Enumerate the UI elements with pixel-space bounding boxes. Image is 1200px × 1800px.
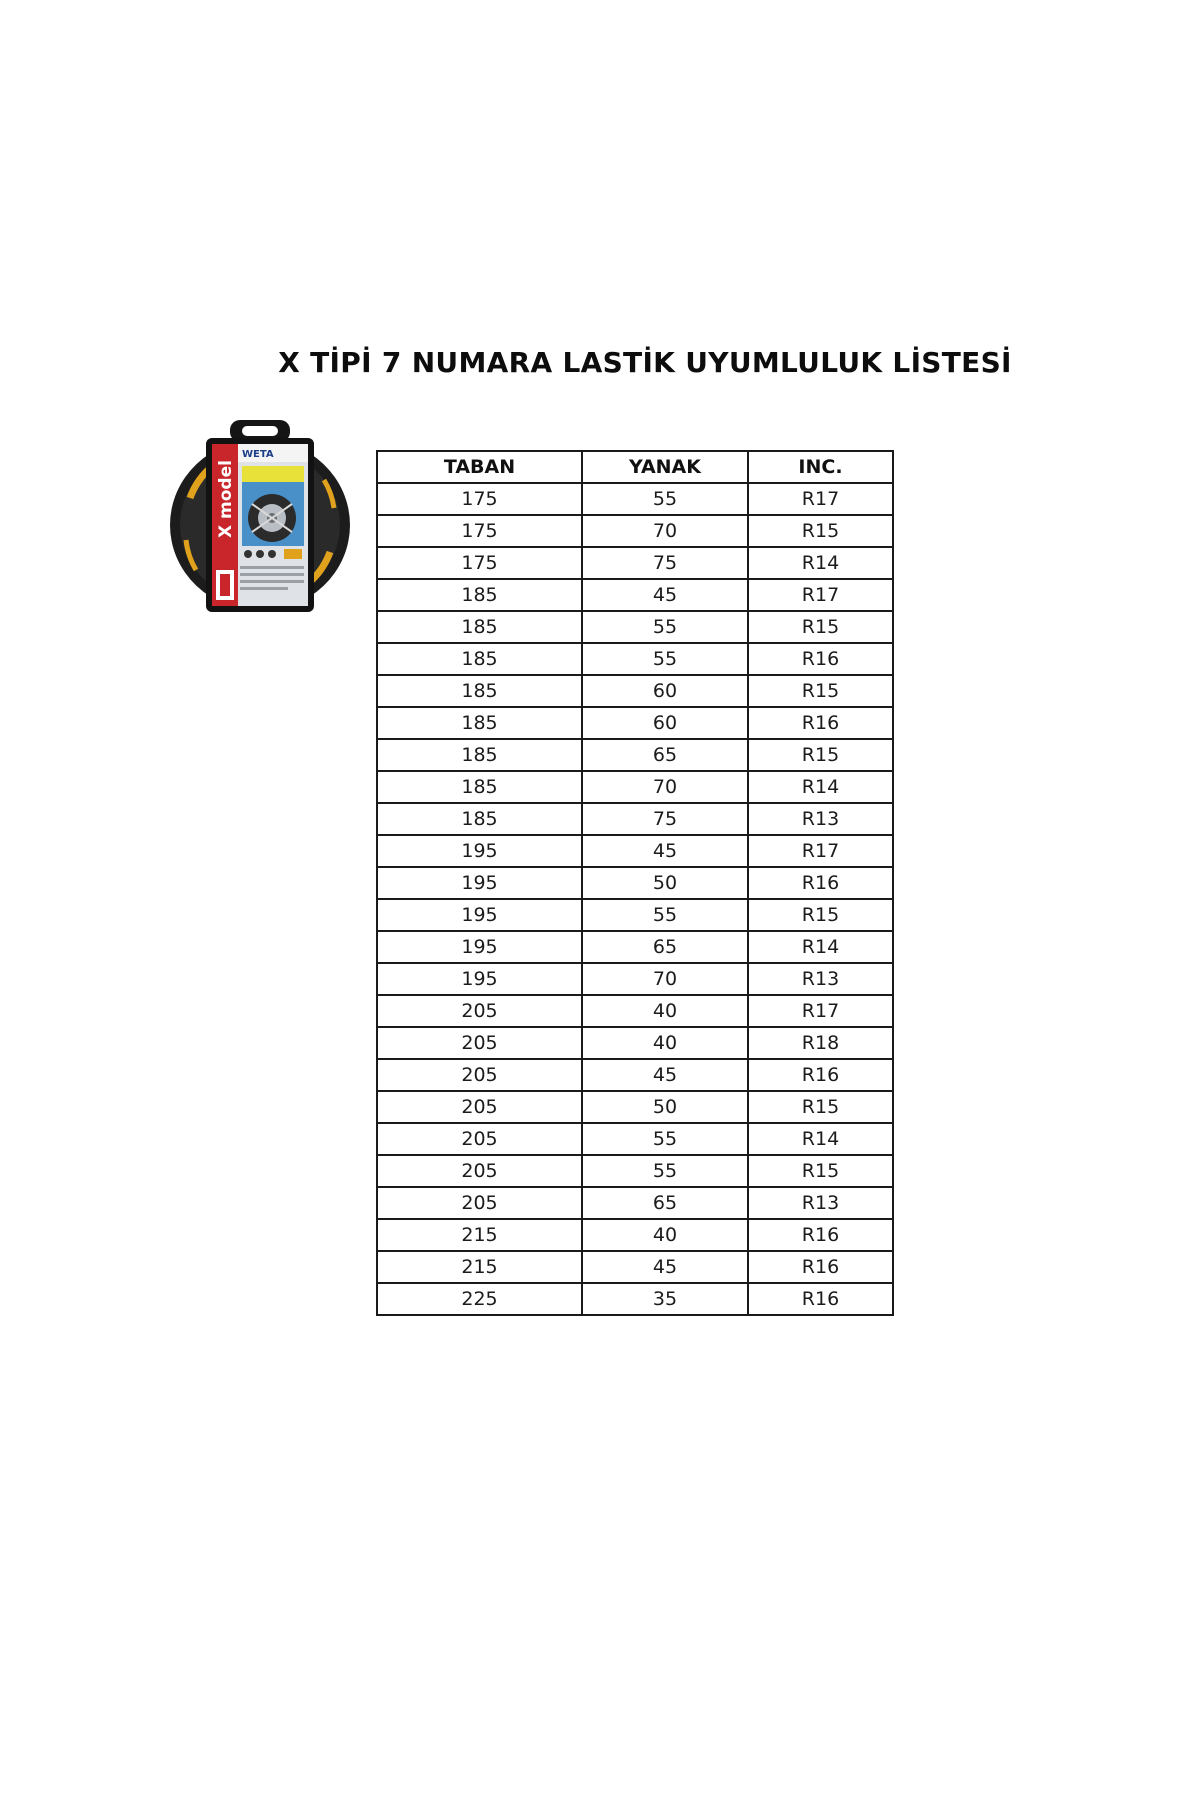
cell-taban: 205 xyxy=(377,1155,582,1187)
cell-yanak: 40 xyxy=(582,1027,748,1059)
brand-logo-text: WETA xyxy=(242,449,274,460)
cell-inc: R16 xyxy=(748,1059,893,1091)
cell-taban: 195 xyxy=(377,867,582,899)
cell-inc: R16 xyxy=(748,867,893,899)
table-row xyxy=(377,1123,893,1155)
table-row xyxy=(377,1219,893,1251)
cell-inc: R16 xyxy=(748,1251,893,1283)
cell-inc: R14 xyxy=(748,547,893,579)
cell-yanak: 65 xyxy=(582,1187,748,1219)
cell-inc: R15 xyxy=(748,1155,893,1187)
cell-taban: 215 xyxy=(377,1251,582,1283)
table-row xyxy=(377,835,893,867)
cell-inc: R15 xyxy=(748,515,893,547)
cell-yanak: 60 xyxy=(582,675,748,707)
table-row xyxy=(377,1283,893,1315)
header-taban: TABAN xyxy=(377,451,582,483)
table-row xyxy=(377,931,893,963)
snow-chain-case-illustration xyxy=(168,420,352,614)
table-row xyxy=(377,867,893,899)
table-row xyxy=(377,1027,893,1059)
cell-inc: R16 xyxy=(748,643,893,675)
cell-taban: 205 xyxy=(377,995,582,1027)
cell-yanak: 55 xyxy=(582,1155,748,1187)
cell-taban: 205 xyxy=(377,1187,582,1219)
table-row xyxy=(377,707,893,739)
cell-yanak: 65 xyxy=(582,931,748,963)
cell-taban: 195 xyxy=(377,899,582,931)
cell-yanak: 55 xyxy=(582,611,748,643)
cell-inc: R16 xyxy=(748,1219,893,1251)
cell-yanak: 45 xyxy=(582,835,748,867)
cell-taban: 195 xyxy=(377,963,582,995)
table-row xyxy=(377,963,893,995)
cell-inc: R15 xyxy=(748,675,893,707)
page-title: X TİPİ 7 NUMARA LASTİK UYUMLULUK LİSTESİ xyxy=(278,346,1012,379)
cell-taban: 185 xyxy=(377,803,582,835)
header-inc: INC. xyxy=(748,451,893,483)
cell-inc: R17 xyxy=(748,483,893,515)
model-label-text: X model xyxy=(216,460,236,538)
table-row xyxy=(377,1091,893,1123)
cell-taban: 175 xyxy=(377,547,582,579)
cell-inc: R14 xyxy=(748,1123,893,1155)
table-row xyxy=(377,611,893,643)
table-row xyxy=(377,995,893,1027)
product-image xyxy=(168,420,352,614)
cell-yanak: 50 xyxy=(582,1091,748,1123)
cell-taban: 205 xyxy=(377,1123,582,1155)
table-row xyxy=(377,515,893,547)
cell-taban: 175 xyxy=(377,483,582,515)
cell-taban: 205 xyxy=(377,1091,582,1123)
cell-taban: 195 xyxy=(377,931,582,963)
table-row xyxy=(377,547,893,579)
cell-inc: R13 xyxy=(748,963,893,995)
table-row xyxy=(377,643,893,675)
cell-yanak: 40 xyxy=(582,995,748,1027)
header-yanak: YANAK xyxy=(582,451,748,483)
table-row xyxy=(377,739,893,771)
cell-taban: 225 xyxy=(377,1283,582,1315)
cell-yanak: 35 xyxy=(582,1283,748,1315)
table-header-row xyxy=(377,451,893,483)
cell-taban: 215 xyxy=(377,1219,582,1251)
compatibility-table xyxy=(376,450,894,1316)
table-row xyxy=(377,1059,893,1091)
cell-inc: R14 xyxy=(748,931,893,963)
table-row xyxy=(377,899,893,931)
cell-yanak: 55 xyxy=(582,899,748,931)
cell-yanak: 45 xyxy=(582,579,748,611)
cell-inc: R15 xyxy=(748,1091,893,1123)
table-row xyxy=(377,483,893,515)
cell-inc: R13 xyxy=(748,803,893,835)
cell-yanak: 70 xyxy=(582,963,748,995)
cell-taban: 175 xyxy=(377,515,582,547)
cell-taban: 185 xyxy=(377,579,582,611)
cell-inc: R13 xyxy=(748,1187,893,1219)
cell-yanak: 60 xyxy=(582,707,748,739)
cell-inc: R15 xyxy=(748,739,893,771)
cell-taban: 205 xyxy=(377,1027,582,1059)
cell-taban: 185 xyxy=(377,611,582,643)
table-row xyxy=(377,1187,893,1219)
cell-yanak: 55 xyxy=(582,483,748,515)
cell-inc: R15 xyxy=(748,611,893,643)
table-row xyxy=(377,579,893,611)
cell-inc: R18 xyxy=(748,1027,893,1059)
cell-inc: R15 xyxy=(748,899,893,931)
cell-inc: R16 xyxy=(748,707,893,739)
table-row xyxy=(377,1251,893,1283)
cell-yanak: 40 xyxy=(582,1219,748,1251)
cell-taban: 185 xyxy=(377,643,582,675)
table-row xyxy=(377,771,893,803)
cell-yanak: 65 xyxy=(582,739,748,771)
table-row xyxy=(377,1155,893,1187)
cell-taban: 185 xyxy=(377,739,582,771)
cell-yanak: 45 xyxy=(582,1251,748,1283)
cell-inc: R14 xyxy=(748,771,893,803)
cell-taban: 185 xyxy=(377,707,582,739)
cell-yanak: 55 xyxy=(582,1123,748,1155)
table-row xyxy=(377,803,893,835)
cell-yanak: 70 xyxy=(582,515,748,547)
cell-taban: 205 xyxy=(377,1059,582,1091)
cell-inc: R17 xyxy=(748,835,893,867)
cell-yanak: 75 xyxy=(582,547,748,579)
cell-inc: R17 xyxy=(748,995,893,1027)
cell-yanak: 70 xyxy=(582,771,748,803)
cell-taban: 195 xyxy=(377,835,582,867)
cell-taban: 185 xyxy=(377,675,582,707)
cell-yanak: 45 xyxy=(582,1059,748,1091)
cell-inc: R16 xyxy=(748,1283,893,1315)
cell-yanak: 75 xyxy=(582,803,748,835)
table-row xyxy=(377,675,893,707)
cell-yanak: 55 xyxy=(582,643,748,675)
cell-taban: 185 xyxy=(377,771,582,803)
cell-yanak: 50 xyxy=(582,867,748,899)
cell-inc: R17 xyxy=(748,579,893,611)
